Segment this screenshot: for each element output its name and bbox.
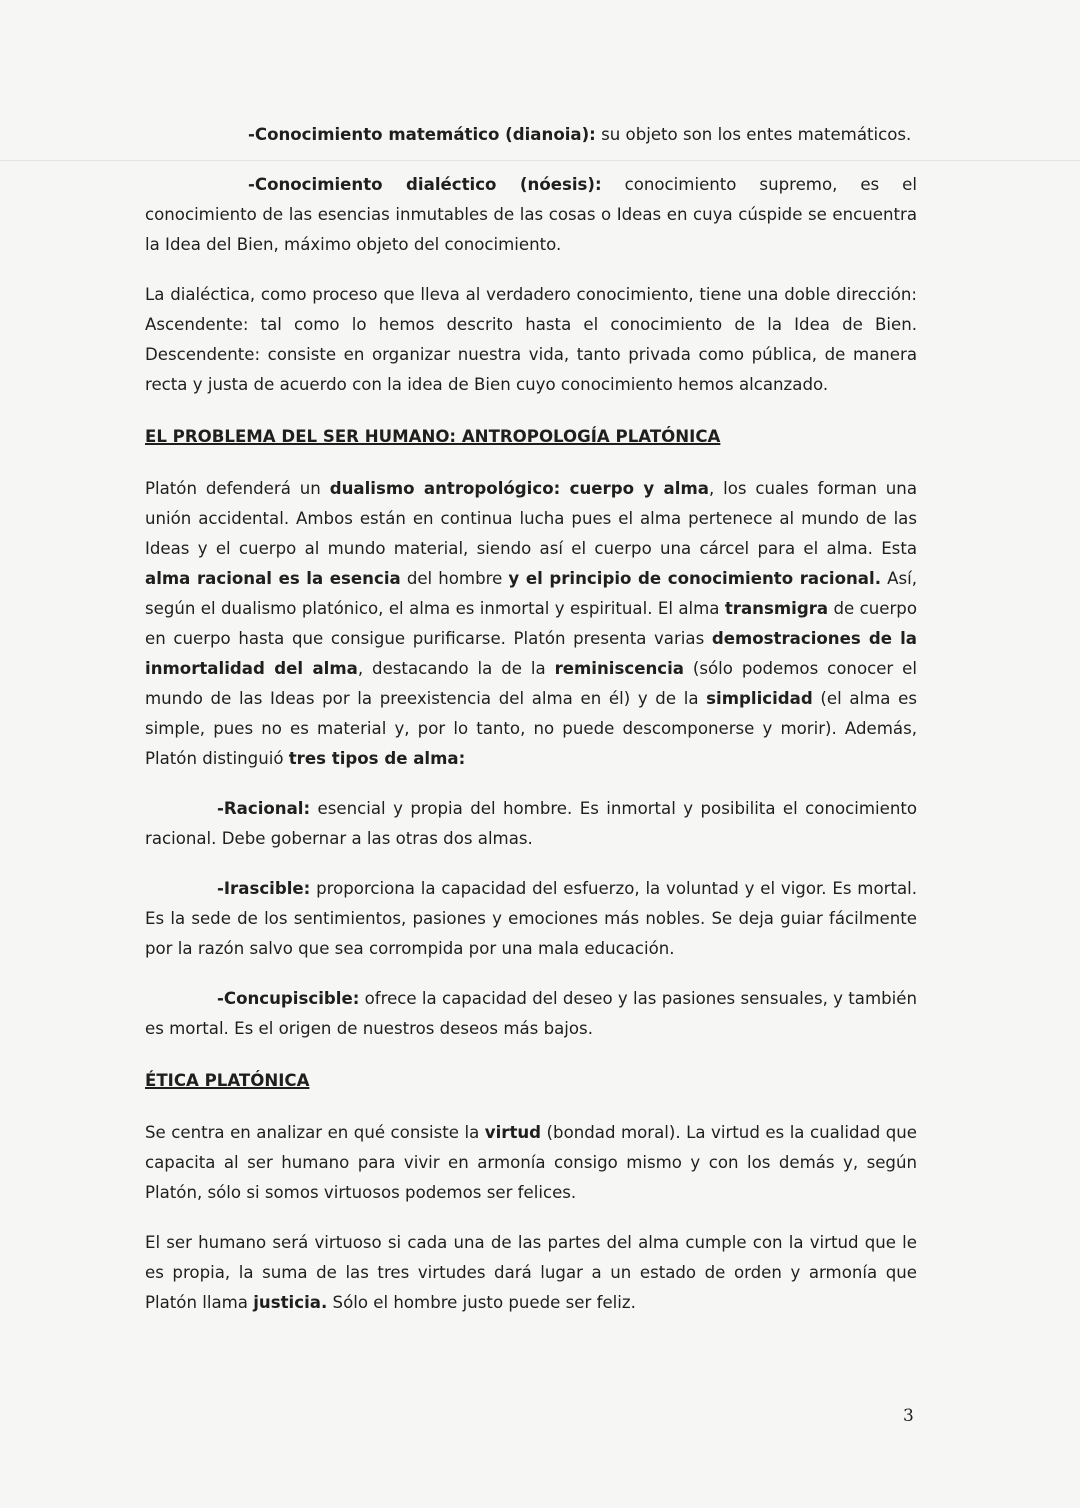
paragraph-concupiscible: -Concupiscible: ofrece la capacidad del deseo y las pasiones sensuales, y también es mortal. Es el origen de nuestros deseos más bajos.: [145, 989, 917, 1038]
paragraph-noesis: -Conocimiento dialéctico (nóesis): conocimiento supremo, es el conocimiento de las esencias inmutables de las cosas o Ideas en cuya cúspide se encuentra la Idea del Bien, máximo objeto del conocimiento.: [145, 175, 917, 254]
paragraph-dialectica: La dialéctica, como proceso que lleva al verdadero conocimiento, tiene una doble dirección: Ascendente: tal como lo hemos descrito hasta el conocimiento de la Idea de Bien. Descendente: consiste en organizar nuestra vida, tanto privada como pública, de manera recta y justa de acuerdo con la idea de Bien cuyo conocimiento hemos alcanzado.: [145, 285, 917, 394]
paragraph-racional: -Racional: esencial y propia del hombre. Es inmortal y posibilita el conocimiento racional. Debe gobernar a las otras dos almas.: [145, 799, 917, 848]
paragraph-virtud: Se centra en analizar en qué consiste la virtud (bondad moral). La virtud es la cualidad que capacita al ser humano para vivir en armonía consigo mismo y con los demás y, según Platón, sólo si somos virtuosos podemos ser felices.: [145, 1123, 917, 1202]
paragraph-irascible: -Irascible: proporciona la capacidad del esfuerzo, la voluntad y el vigor. Es mortal. Es la sede de los sentimientos, pasiones y emociones más nobles. Se deja guiar fácilmente por la razón salvo que sea corrompida por una mala educación.: [145, 879, 917, 958]
heading-etica: ÉTICA PLATÓNICA: [145, 1071, 310, 1090]
heading-antropologia: EL PROBLEMA DEL SER HUMANO: ANTROPOLOGÍA PLATÓNICA: [145, 427, 721, 446]
paragraph-dianoia: -Conocimiento matemático (dianoia): su objeto son los entes matemáticos.: [248, 125, 912, 144]
page-number: 3: [903, 1406, 914, 1426]
paragraph-justicia: El ser humano será virtuoso si cada una de las partes del alma cumple con la virtud que le es propia, la suma de las tres virtudes dará lugar a un estado de orden y armonía que Platón llama justicia. Sólo el hombre justo puede ser feliz.: [145, 1233, 917, 1312]
paragraph-dualismo: Platón defenderá un dualismo antropológico: cuerpo y alma, los cuales forman una unión accidental. Ambos están en continua lucha pues el alma pertenece al mundo de las Ideas y el cuerpo al mundo material, siendo así el cuerpo una cárcel para el alma. Esta alma racional es la esencia del hombre y el principio de conocimiento racional. Así, según el dualismo platónico, el alma es inmortal y espiritual. El alma transmigra de cuerpo en cuerpo hasta que consigue purificarse. Platón presenta varias demostraciones de la inmortalidad del alma, destacando la de la reminiscencia (sólo podemos conocer el mundo de las Ideas por la preexistencia del alma en él) y de la simplicidad (el alma es simple, pues no es material y, por lo tanto, no puede descomponerse y morir). Además, Platón distinguió tres tipos de alma:: [145, 479, 917, 768]
document-body: [145, 120, 917, 1318]
